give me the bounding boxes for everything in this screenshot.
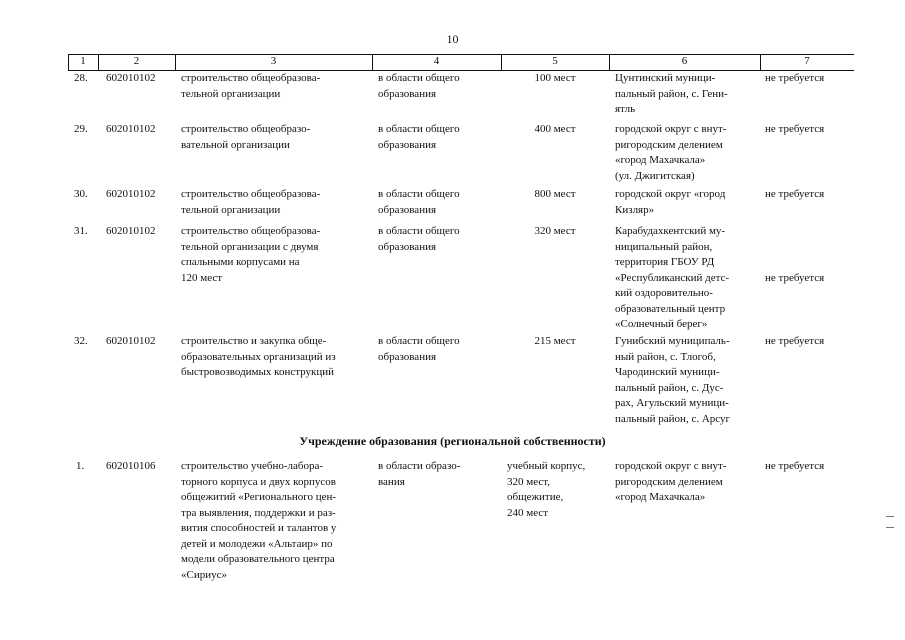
row-capacity	[501, 71, 609, 87]
text-line: строительство общеобразова-	[181, 225, 321, 237]
row-location	[615, 187, 755, 218]
text-line: в области общего	[378, 225, 460, 237]
text-line: рах, Агульский муници-	[615, 397, 729, 409]
text-line: строительство и закупка обще-	[181, 335, 327, 347]
row-capacity	[501, 122, 609, 138]
row-code: 602010102	[106, 72, 156, 84]
text-line: тра выявления, поддержки и раз-	[181, 506, 336, 519]
row-location	[615, 334, 755, 427]
column-header-6: 6	[681, 55, 688, 67]
text-line: общежитие,	[507, 491, 564, 503]
text-line: вания	[378, 475, 405, 488]
text-line: 100 мест	[534, 72, 576, 84]
text-line: в области общего	[378, 188, 460, 200]
row-area	[378, 187, 496, 218]
row-zone: не требуется	[765, 272, 825, 284]
text-line: 120 мест	[181, 271, 223, 284]
text-line: в области общего	[378, 123, 460, 135]
page-number: 10	[446, 32, 459, 46]
text-line: образовательных организаций из	[181, 350, 336, 363]
text-line: 320 мест,	[507, 475, 550, 488]
text-line: 215 мест	[534, 335, 576, 347]
column-header-3: 3	[270, 55, 277, 67]
row-number: 32.	[74, 335, 88, 347]
text-line: образования	[378, 203, 437, 216]
row-zone: не требуется	[765, 460, 825, 472]
row-location	[615, 122, 755, 184]
row-capacity	[507, 459, 607, 521]
row-zone: не требуется	[765, 72, 825, 84]
text-line: быстровозводимых конструкций	[181, 366, 335, 378]
text-line: «Республиканский детс-	[615, 271, 730, 284]
column-header-7: 7	[804, 55, 810, 67]
row-number: 29.	[74, 123, 88, 135]
text-line: образовательный центр	[615, 302, 726, 315]
text-line: ригородским делением	[615, 475, 723, 488]
text-line: Чародинский муници-	[615, 366, 720, 378]
text-line: ниципальный район,	[615, 240, 713, 253]
row-area	[378, 122, 496, 153]
text-line: торного корпуса и двух корпусов	[181, 475, 336, 488]
text-line: 240 мест	[507, 506, 549, 519]
row-location	[615, 224, 755, 333]
row-capacity	[501, 224, 609, 240]
row-purpose	[181, 187, 367, 218]
section-title: Учреждение образования (региональной собственности)	[299, 434, 606, 448]
text-line: «город Махачкала»	[615, 491, 706, 503]
text-line: строительство общеобразова-	[181, 188, 321, 200]
text-line: кий оздоровительно-	[615, 287, 713, 299]
text-line: строительство общеобразо-	[181, 123, 311, 135]
text-line: территория ГБОУ РД	[615, 256, 715, 268]
text-line: 400 мест	[534, 123, 576, 135]
row-purpose	[181, 334, 367, 381]
text-line: тельной организации с двумя	[181, 240, 319, 253]
text-line: городской округ с внут-	[615, 123, 727, 135]
row-zone: не требуется	[765, 335, 825, 347]
text-line: тельной организации	[181, 203, 281, 216]
text-line: пальный район, с. Гени-	[615, 87, 728, 100]
text-line: спальными корпусами на	[181, 256, 300, 268]
row-area	[378, 224, 496, 255]
text-line: тельной организации	[181, 87, 281, 100]
row-location	[615, 459, 755, 506]
row-number: 1.	[76, 460, 85, 472]
text-line: модели образовательного центра	[181, 553, 335, 565]
text-line: в области образо-	[378, 460, 461, 472]
text-line: (ул. Джигитская)	[615, 169, 695, 182]
text-line: в области общего	[378, 335, 460, 347]
row-purpose	[181, 71, 367, 102]
text-line: образования	[378, 240, 437, 253]
text-line: «город Махачкала»	[615, 154, 706, 166]
row-zone: не требуется	[765, 188, 825, 200]
row-number: 31.	[74, 225, 88, 237]
column-header-2: 2	[133, 55, 140, 67]
text-line: образования	[378, 138, 437, 151]
text-line: Кизляр»	[615, 203, 655, 216]
row-code: 602010102	[106, 188, 156, 200]
text-line: образования	[378, 350, 437, 363]
text-line: Карабудахкентский му-	[615, 225, 726, 237]
text-line: ятль	[615, 103, 636, 115]
text-line: пальный район, с. Дус-	[615, 381, 724, 394]
row-capacity	[501, 187, 609, 203]
row-area	[378, 334, 496, 365]
column-header-4: 4	[433, 55, 440, 67]
text-line: вития способностей и талантов у	[181, 522, 337, 534]
text-line: образования	[378, 87, 437, 100]
text-line: городской округ с внут-	[615, 460, 727, 472]
row-code: 602010102	[106, 225, 156, 237]
row-purpose	[181, 122, 367, 153]
text-line: 320 мест	[534, 225, 576, 237]
row-area	[378, 71, 496, 102]
row-number: 28.	[74, 72, 88, 84]
row-capacity	[501, 334, 609, 350]
row-code: 602010102	[106, 335, 156, 347]
text-line: ный район, с. Тлогоб,	[615, 350, 716, 363]
text-line: учебный корпус,	[507, 460, 586, 472]
text-line: «Солнечный берег»	[615, 318, 708, 330]
row-location	[615, 71, 755, 118]
text-line: детей и молодежи «Альтаир» по	[181, 537, 333, 550]
text-line: «Сириус»	[181, 568, 227, 581]
row-number: 30.	[74, 188, 88, 200]
scan-artifact-mark	[886, 527, 894, 528]
text-line: общежитий «Регионального цен-	[181, 491, 337, 503]
text-line: 800 мест	[534, 188, 576, 200]
text-line: строительство учебно-лабора-	[181, 460, 324, 472]
row-zone: не требуется	[765, 123, 825, 135]
text-line: ригородским делением	[615, 138, 723, 151]
scan-artifact-mark	[886, 516, 894, 517]
text-line: Гунибский муниципаль-	[615, 335, 730, 347]
row-code: 602010106	[106, 460, 156, 472]
row-purpose	[181, 224, 367, 286]
text-line: в области общего	[378, 72, 460, 84]
text-line: строительство общеобразова-	[181, 72, 321, 84]
column-header-1: 1	[80, 55, 86, 67]
text-line: городской округ «город	[615, 188, 726, 200]
text-line: вательной организации	[181, 138, 290, 151]
row-code: 602010102	[106, 123, 156, 135]
row-area	[378, 459, 496, 490]
text-line: Цунтинский муници-	[615, 72, 716, 84]
text-line: пальный район, с. Арсуг	[615, 412, 731, 425]
column-header-5: 5	[552, 55, 558, 67]
row-purpose	[181, 459, 367, 583]
